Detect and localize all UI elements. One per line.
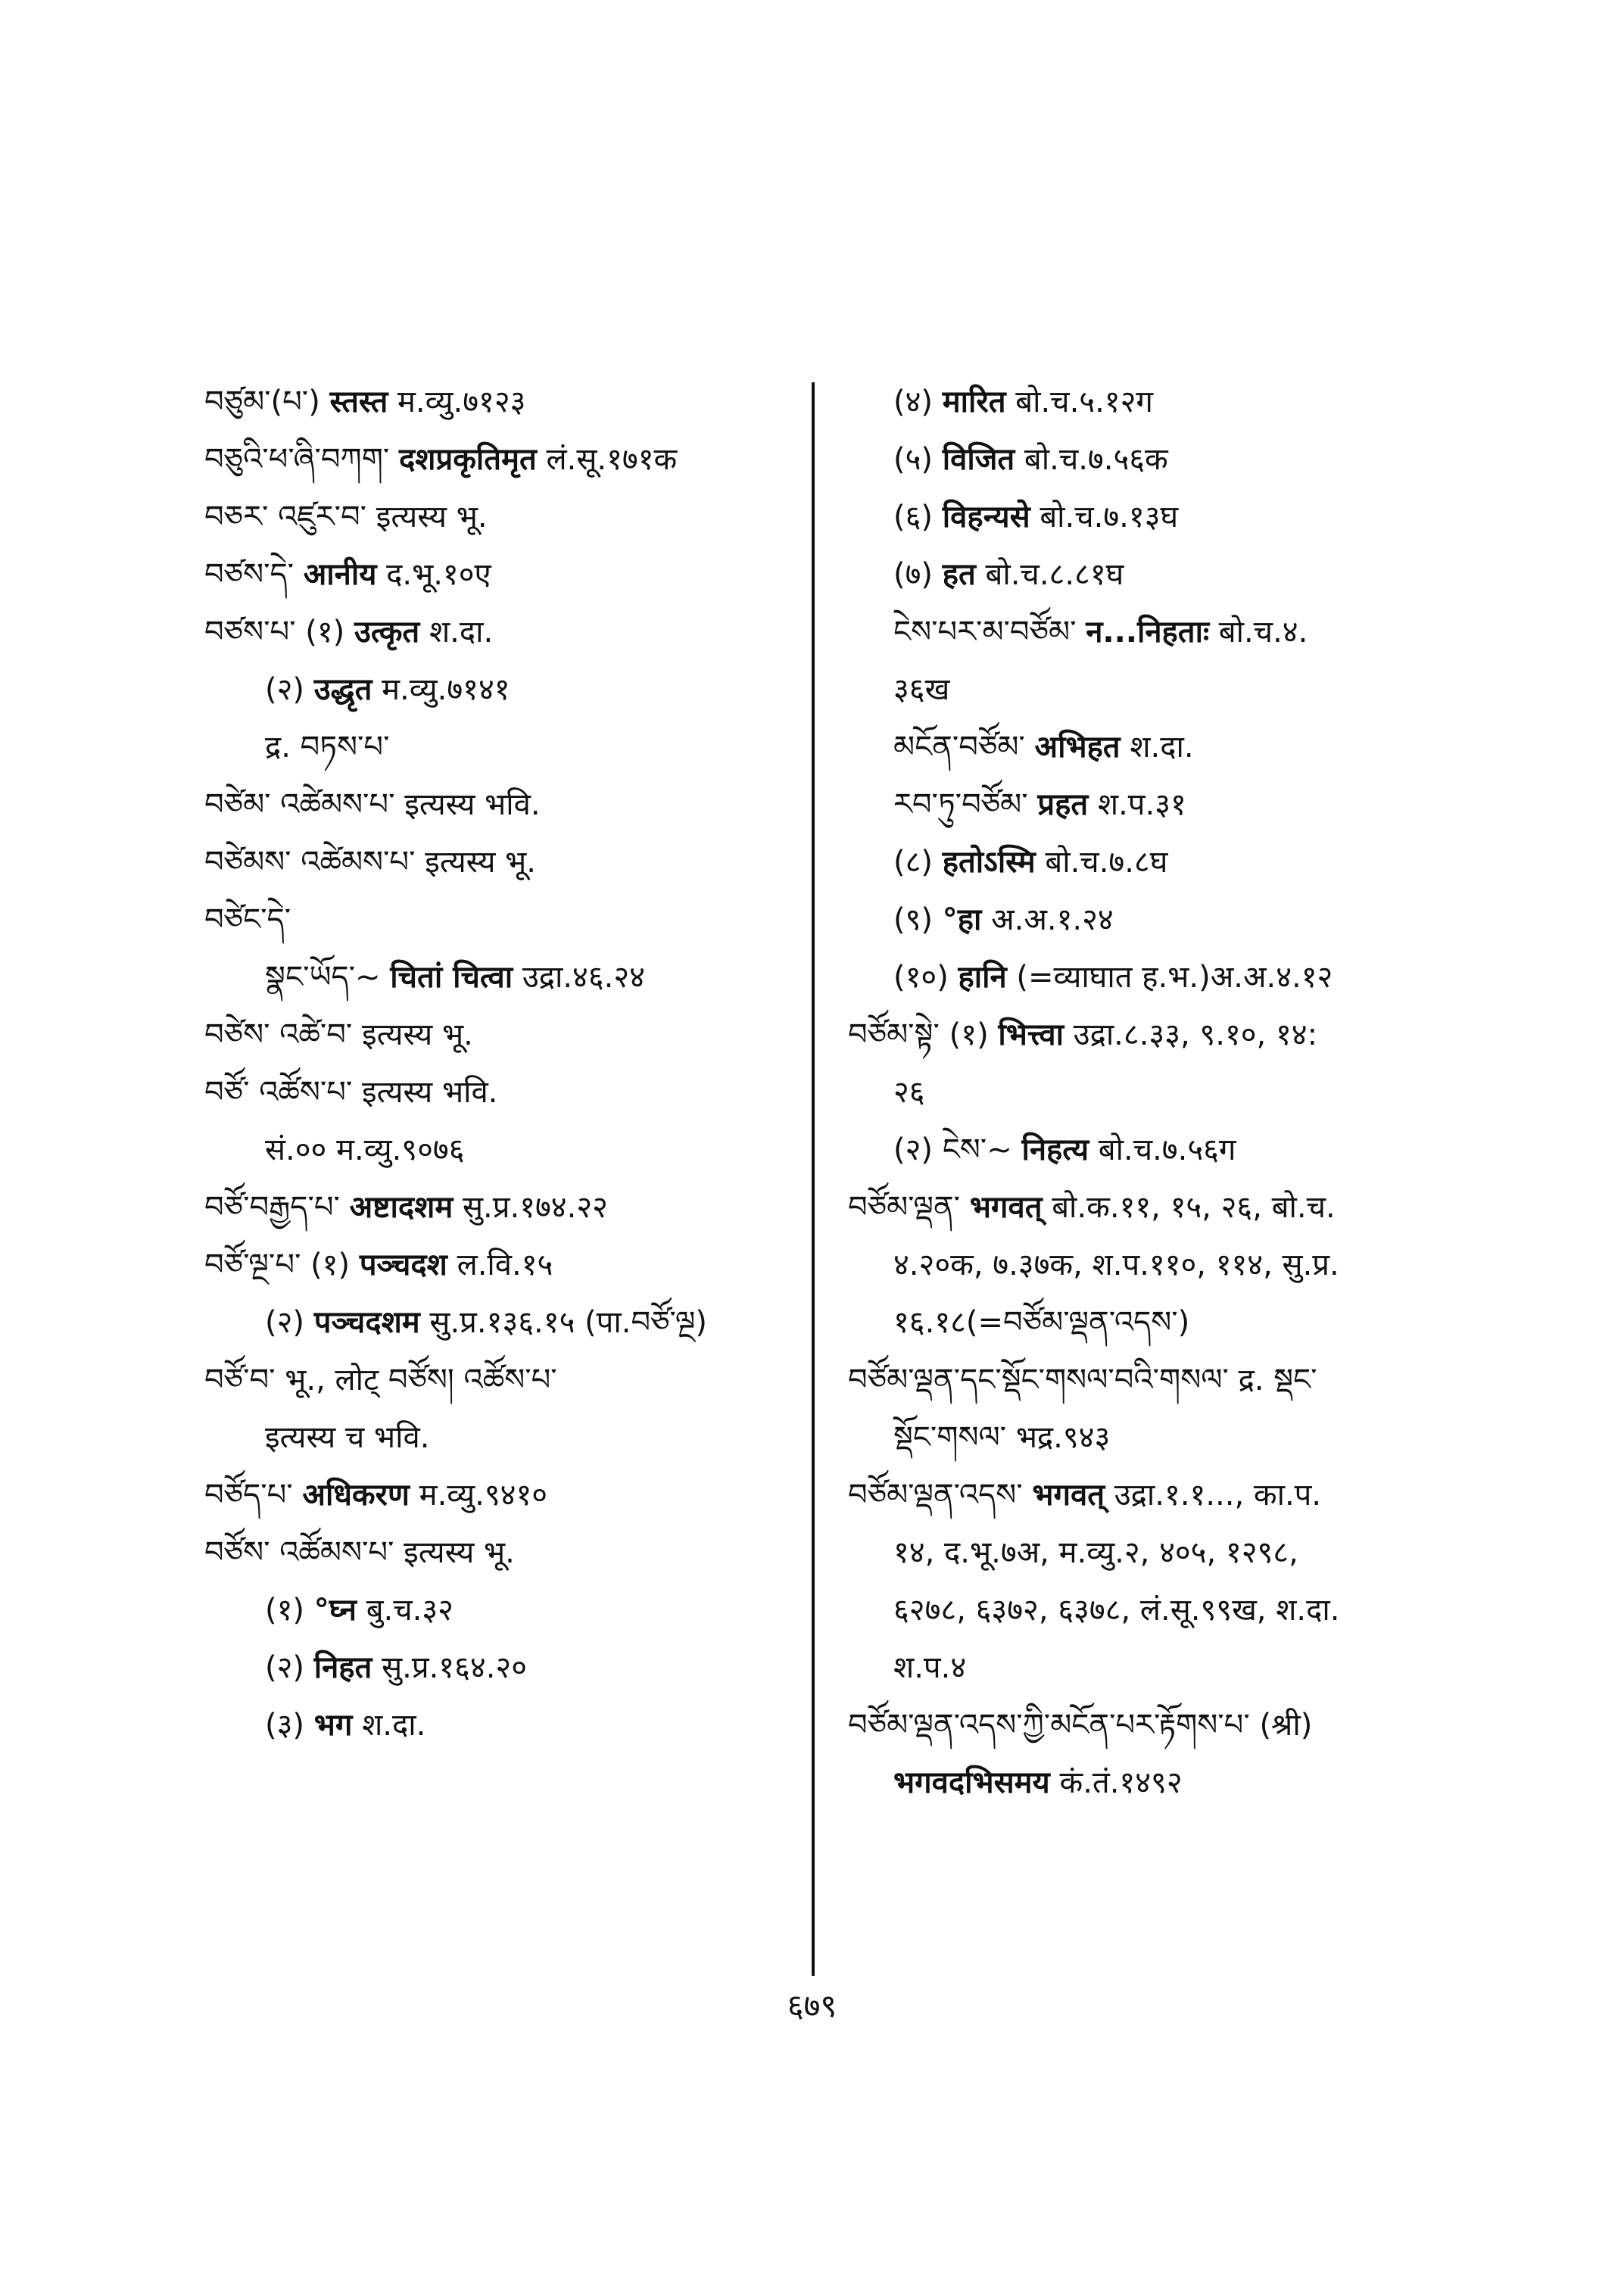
tibetan-term: (१०) bbox=[893, 960, 949, 995]
tibetan-term: (३) bbox=[265, 1708, 305, 1743]
dictionary-entry bbox=[204, 436, 810, 483]
sanskrit-headword: निहत्य bbox=[1021, 1132, 1089, 1167]
source-reference: उद्रा.८.३३, ९.१०, १४: bbox=[1073, 1017, 1318, 1052]
tibetan-term: བཙོ་ལྔ་པ་ (१) bbox=[204, 1248, 351, 1282]
sanskrit-headword: भगवत् bbox=[1032, 1478, 1105, 1513]
sanskrit-headword: हत bbox=[942, 557, 976, 592]
dictionary-entry bbox=[204, 379, 810, 425]
source-reference: श.दा. bbox=[1130, 730, 1194, 765]
dictionary-entry bbox=[204, 1299, 810, 1346]
sanskrit-headword: अधिकरण bbox=[302, 1478, 410, 1513]
source-reference: म.व्यु.९०७६ bbox=[336, 1132, 465, 1167]
source-reference: उद्रा.४६.२४ bbox=[522, 960, 645, 995]
sanskrit-headword: निहत bbox=[313, 1650, 372, 1685]
sanskrit-headword: विजित bbox=[942, 442, 1015, 477]
dictionary-entry bbox=[848, 1529, 1454, 1576]
dictionary-entry bbox=[204, 1184, 810, 1231]
tibetan-term: (७) bbox=[893, 557, 934, 592]
dictionary-entry bbox=[848, 1357, 1454, 1404]
tibetan-term: सं.०० bbox=[265, 1132, 327, 1167]
source-reference: इत्यस्य भवि. bbox=[362, 1075, 498, 1110]
source-reference: (=व्याघात ह.भ.)अ.अ.४.१२ bbox=[1016, 960, 1333, 995]
dictionary-entry bbox=[204, 724, 810, 771]
sanskrit-headword: हतोऽस्मि bbox=[942, 845, 1036, 880]
sanskrit-headword: °घ्न bbox=[313, 1593, 357, 1628]
tibetan-term: བཙོས་ འཚོམས་པ་ bbox=[204, 1535, 394, 1570]
source-reference: २६ bbox=[893, 1075, 925, 1110]
tibetan-term: བཙོམ་ལྡན་ bbox=[848, 1190, 961, 1225]
dictionary-entry bbox=[204, 781, 810, 828]
dictionary-entry bbox=[848, 1069, 1454, 1116]
source-reference: सु.प्र.१७४.२२ bbox=[462, 1190, 608, 1225]
tibetan-term: (२) bbox=[265, 1650, 305, 1685]
sanskrit-headword: भग bbox=[313, 1708, 353, 1743]
tibetan-term: (२) bbox=[265, 672, 305, 707]
source-reference: सु.प्र.१३६.१५ (पा.བཙོ་ལྔ) bbox=[429, 1305, 708, 1340]
source-reference: लं.सू.१७१क bbox=[546, 442, 678, 477]
tibetan-term: བཙོ་ འཚོས་པ་ bbox=[204, 1075, 353, 1110]
dictionary-entry bbox=[204, 1414, 810, 1461]
right-column bbox=[848, 379, 1454, 1817]
dictionary-entry bbox=[204, 1472, 810, 1519]
sanskrit-headword: भगवत् bbox=[969, 1190, 1043, 1225]
source-reference: इत्यस्य भू. bbox=[404, 1535, 515, 1570]
dictionary-entry bbox=[848, 1472, 1454, 1519]
source-reference: बो.च.५.१२ग bbox=[1015, 385, 1153, 419]
sanskrit-headword: मारित bbox=[942, 385, 1006, 419]
tibetan-term: བཙེང་དེ་ bbox=[204, 902, 291, 937]
dictionary-entry bbox=[848, 1587, 1454, 1634]
tibetan-term: རབ་ཏུ་བཙོམ་ bbox=[893, 787, 1028, 822]
dictionary-entry bbox=[204, 1242, 810, 1288]
dictionary-entry bbox=[204, 1587, 810, 1634]
source-reference: द.भू.१०ए bbox=[386, 557, 491, 592]
source-reference: बो.च.४. bbox=[1218, 615, 1308, 650]
tibetan-term: བཙུམ་(པ་) bbox=[204, 385, 320, 419]
source-reference: श.दा. bbox=[429, 615, 494, 650]
dictionary-entry bbox=[848, 666, 1454, 713]
column-divider bbox=[812, 382, 815, 1976]
tibetan-term: བཙེམ་ འཚེམས་པ་ bbox=[204, 787, 395, 822]
tibetan-term: བཙོ་བ་ भू., लोट् བཙོས། འཚོས་པ་ bbox=[204, 1363, 557, 1397]
dictionary-entry bbox=[848, 379, 1454, 425]
dictionary-entry bbox=[848, 724, 1454, 771]
tibetan-term: བཙེམས་ འཚེམས་པ་ bbox=[204, 845, 416, 880]
dictionary-entry bbox=[848, 1126, 1454, 1173]
dictionary-entry bbox=[848, 954, 1454, 1001]
dictionary-entry bbox=[848, 609, 1454, 656]
source-reference: १४, द.भू.७अ, म.व्यु.२, ४०५, १२९८, bbox=[893, 1535, 1298, 1570]
tibetan-term: བཙས་དེ་ bbox=[204, 557, 295, 592]
tibetan-term: བཙེས་ འཚེ་བ་ bbox=[204, 1017, 353, 1052]
sanskrit-headword: पञ्चदशम bbox=[313, 1305, 420, 1340]
dictionary-entry bbox=[848, 1702, 1454, 1749]
source-reference: बु.च.३२ bbox=[366, 1593, 454, 1628]
dictionary-entry bbox=[204, 1702, 810, 1749]
source-reference: भद्र.९४३ bbox=[1015, 1420, 1111, 1455]
sanskrit-headword: स्तस्त bbox=[329, 385, 388, 419]
left-column bbox=[204, 379, 810, 1759]
dictionary-entry bbox=[204, 1069, 810, 1116]
source-reference: इत्यस्य च भवि. bbox=[265, 1420, 430, 1455]
sanskrit-headword: दशप्रकृतिमृत bbox=[399, 442, 537, 477]
source-reference: श.प.३१ bbox=[1097, 787, 1186, 822]
tibetan-term: (५) bbox=[893, 442, 934, 477]
source-reference: ल.वि.१५ bbox=[457, 1248, 553, 1282]
tibetan-term: (२) ངེས་~ bbox=[893, 1132, 1012, 1167]
source-reference: उद्रा.१.१..., का.प. bbox=[1114, 1478, 1322, 1513]
dictionary-entry bbox=[204, 609, 810, 656]
source-reference: इत्यस्य भू. bbox=[425, 845, 536, 880]
source-reference: बो.च.७.१३घ bbox=[1040, 500, 1179, 534]
tibetan-term: (६) bbox=[893, 500, 934, 534]
tibetan-term: བཙོད་པ་ bbox=[204, 1478, 293, 1513]
sanskrit-headword: विहन्यसे bbox=[942, 500, 1030, 534]
dictionary-entry bbox=[848, 494, 1454, 541]
dictionary-entry bbox=[204, 1357, 810, 1404]
source-reference: ४.२०क, ७.३७क, श.प.११०, ११४, सु.प्र. bbox=[893, 1248, 1339, 1282]
dictionary-entry bbox=[848, 896, 1454, 943]
dictionary-entry bbox=[848, 781, 1454, 828]
tibetan-term: བཅུའི་ཕ་ཞི་བཀག་ bbox=[204, 442, 390, 477]
sanskrit-headword: उद्धृत bbox=[313, 672, 372, 707]
dictionary-entry bbox=[848, 1759, 1454, 1806]
tibetan-term: (८) bbox=[893, 845, 934, 880]
tibetan-term: བཙོམ་ལྡན་དང་སྡོང་གསལ་བའི་གསལ་ bbox=[848, 1363, 1229, 1397]
source-reference: बो.क.११, १५, २६, बो.च. bbox=[1052, 1190, 1336, 1225]
sanskrit-headword: हानि bbox=[958, 960, 1007, 995]
source-reference: (श्री) bbox=[1259, 1708, 1313, 1743]
dictionary-entry bbox=[848, 1414, 1454, 1461]
source-reference: इत्यस्य भू. bbox=[376, 500, 488, 534]
tibetan-term: (२) bbox=[265, 1305, 305, 1340]
dictionary-entry bbox=[204, 1126, 810, 1173]
dictionary-entry bbox=[204, 1011, 810, 1058]
tibetan-term: (४) bbox=[893, 385, 934, 419]
sanskrit-headword: प्रहत bbox=[1037, 787, 1089, 822]
sanskrit-headword: आनीय bbox=[303, 557, 377, 592]
dictionary-entry bbox=[204, 1644, 810, 1691]
sanskrit-headword: उत्कृत bbox=[354, 615, 420, 650]
source-reference: म.व्यु.७१२३ bbox=[397, 385, 526, 419]
sanskrit-headword: अभिहत bbox=[1034, 730, 1121, 765]
sanskrit-headword: भित्त्वा bbox=[998, 1017, 1064, 1052]
tibetan-term: ངེས་པར་མ་བཙོམ་ bbox=[893, 615, 1077, 650]
source-reference: श.प.४ bbox=[893, 1650, 967, 1685]
dictionary-entry bbox=[848, 551, 1454, 598]
page-number: ६७९ bbox=[787, 1987, 837, 2024]
tibetan-term: (९) bbox=[893, 902, 934, 937]
dictionary-entry bbox=[204, 896, 810, 943]
source-reference: द्र. སྡང་ bbox=[1238, 1363, 1317, 1397]
source-reference: ३६ख bbox=[893, 672, 950, 707]
source-reference: बो.च.८.८१घ bbox=[985, 557, 1124, 592]
source-reference: इत्यस्य भू. bbox=[362, 1017, 473, 1052]
tibetan-term: द्र. བཏས་པ་ bbox=[265, 730, 390, 765]
tibetan-term: བཙོམ་ལྡན་འདས་ཀྱི་མངོན་པར་རྟོགས་པ་ bbox=[848, 1708, 1250, 1743]
tibetan-term: བཅར་ འཛུར་བ་ bbox=[204, 500, 367, 534]
source-reference: कं.तं.१४९२ bbox=[1059, 1765, 1183, 1800]
tibetan-term: མངོན་བཙོམ་ bbox=[893, 730, 1025, 765]
dictionary-entry bbox=[204, 666, 810, 713]
source-reference: श.दा. bbox=[362, 1708, 426, 1743]
sanskrit-headword: न...निहताः bbox=[1086, 615, 1210, 650]
tibetan-term: བཙོ་བརྒྱད་པ་ bbox=[204, 1190, 340, 1225]
dictionary-entry bbox=[848, 436, 1454, 483]
tibetan-term: (१) bbox=[265, 1593, 305, 1628]
sanskrit-headword: भगवदभिसमय bbox=[893, 1765, 1050, 1800]
source-reference: बो.च.७.८घ bbox=[1045, 845, 1168, 880]
dictionary-entry bbox=[848, 1011, 1454, 1058]
dictionary-entry bbox=[848, 1242, 1454, 1288]
source-reference: बो.च.७.५६ग bbox=[1098, 1132, 1236, 1167]
tibetan-term: བཙོམ་ལྡན་འདས་ bbox=[848, 1478, 1023, 1513]
source-reference: इत्यस्य भवि. bbox=[404, 787, 541, 822]
sanskrit-headword: पञ्चदश bbox=[359, 1248, 447, 1282]
source-reference: म.व्यु.७१४१ bbox=[382, 672, 510, 707]
sanskrit-headword: अष्टादशम bbox=[349, 1190, 454, 1225]
tibetan-term: སྣང་ཡོད་~ bbox=[265, 960, 381, 995]
dictionary-entry bbox=[204, 839, 810, 886]
dictionary-entry bbox=[848, 1299, 1454, 1346]
dictionary-entry bbox=[848, 839, 1454, 886]
dictionary-entry bbox=[848, 1644, 1454, 1691]
sanskrit-headword: चितां चित्वा bbox=[390, 960, 513, 995]
sanskrit-headword: °हा bbox=[942, 902, 982, 937]
tibetan-term: བཙས་པ་ (१) bbox=[204, 615, 345, 650]
source-reference: सु.प्र.१६४.२० bbox=[382, 1650, 528, 1685]
tibetan-term: བཙོམ་སྟེ་ (१) bbox=[848, 1017, 989, 1052]
source-reference: अ.अ.१.२४ bbox=[991, 902, 1114, 937]
dictionary-entry bbox=[204, 1529, 810, 1576]
tibetan-term: སྡོང་གསལ་ bbox=[893, 1420, 1007, 1455]
source-reference: बो.च.७.५६क bbox=[1024, 442, 1168, 477]
dictionary-entry bbox=[204, 954, 810, 1001]
dictionary-entry bbox=[204, 494, 810, 541]
dictionary-entry bbox=[204, 551, 810, 598]
source-reference: म.व्यु.९४१० bbox=[419, 1478, 548, 1513]
source-reference: १६.१८(=བཙོམ་ལྡན་འདས་) bbox=[893, 1305, 1190, 1340]
source-reference: ६२७८, ६३७२, ६३७८, लं.सू.९९ख, श.दा. bbox=[893, 1593, 1340, 1628]
dictionary-entry bbox=[848, 1184, 1454, 1231]
